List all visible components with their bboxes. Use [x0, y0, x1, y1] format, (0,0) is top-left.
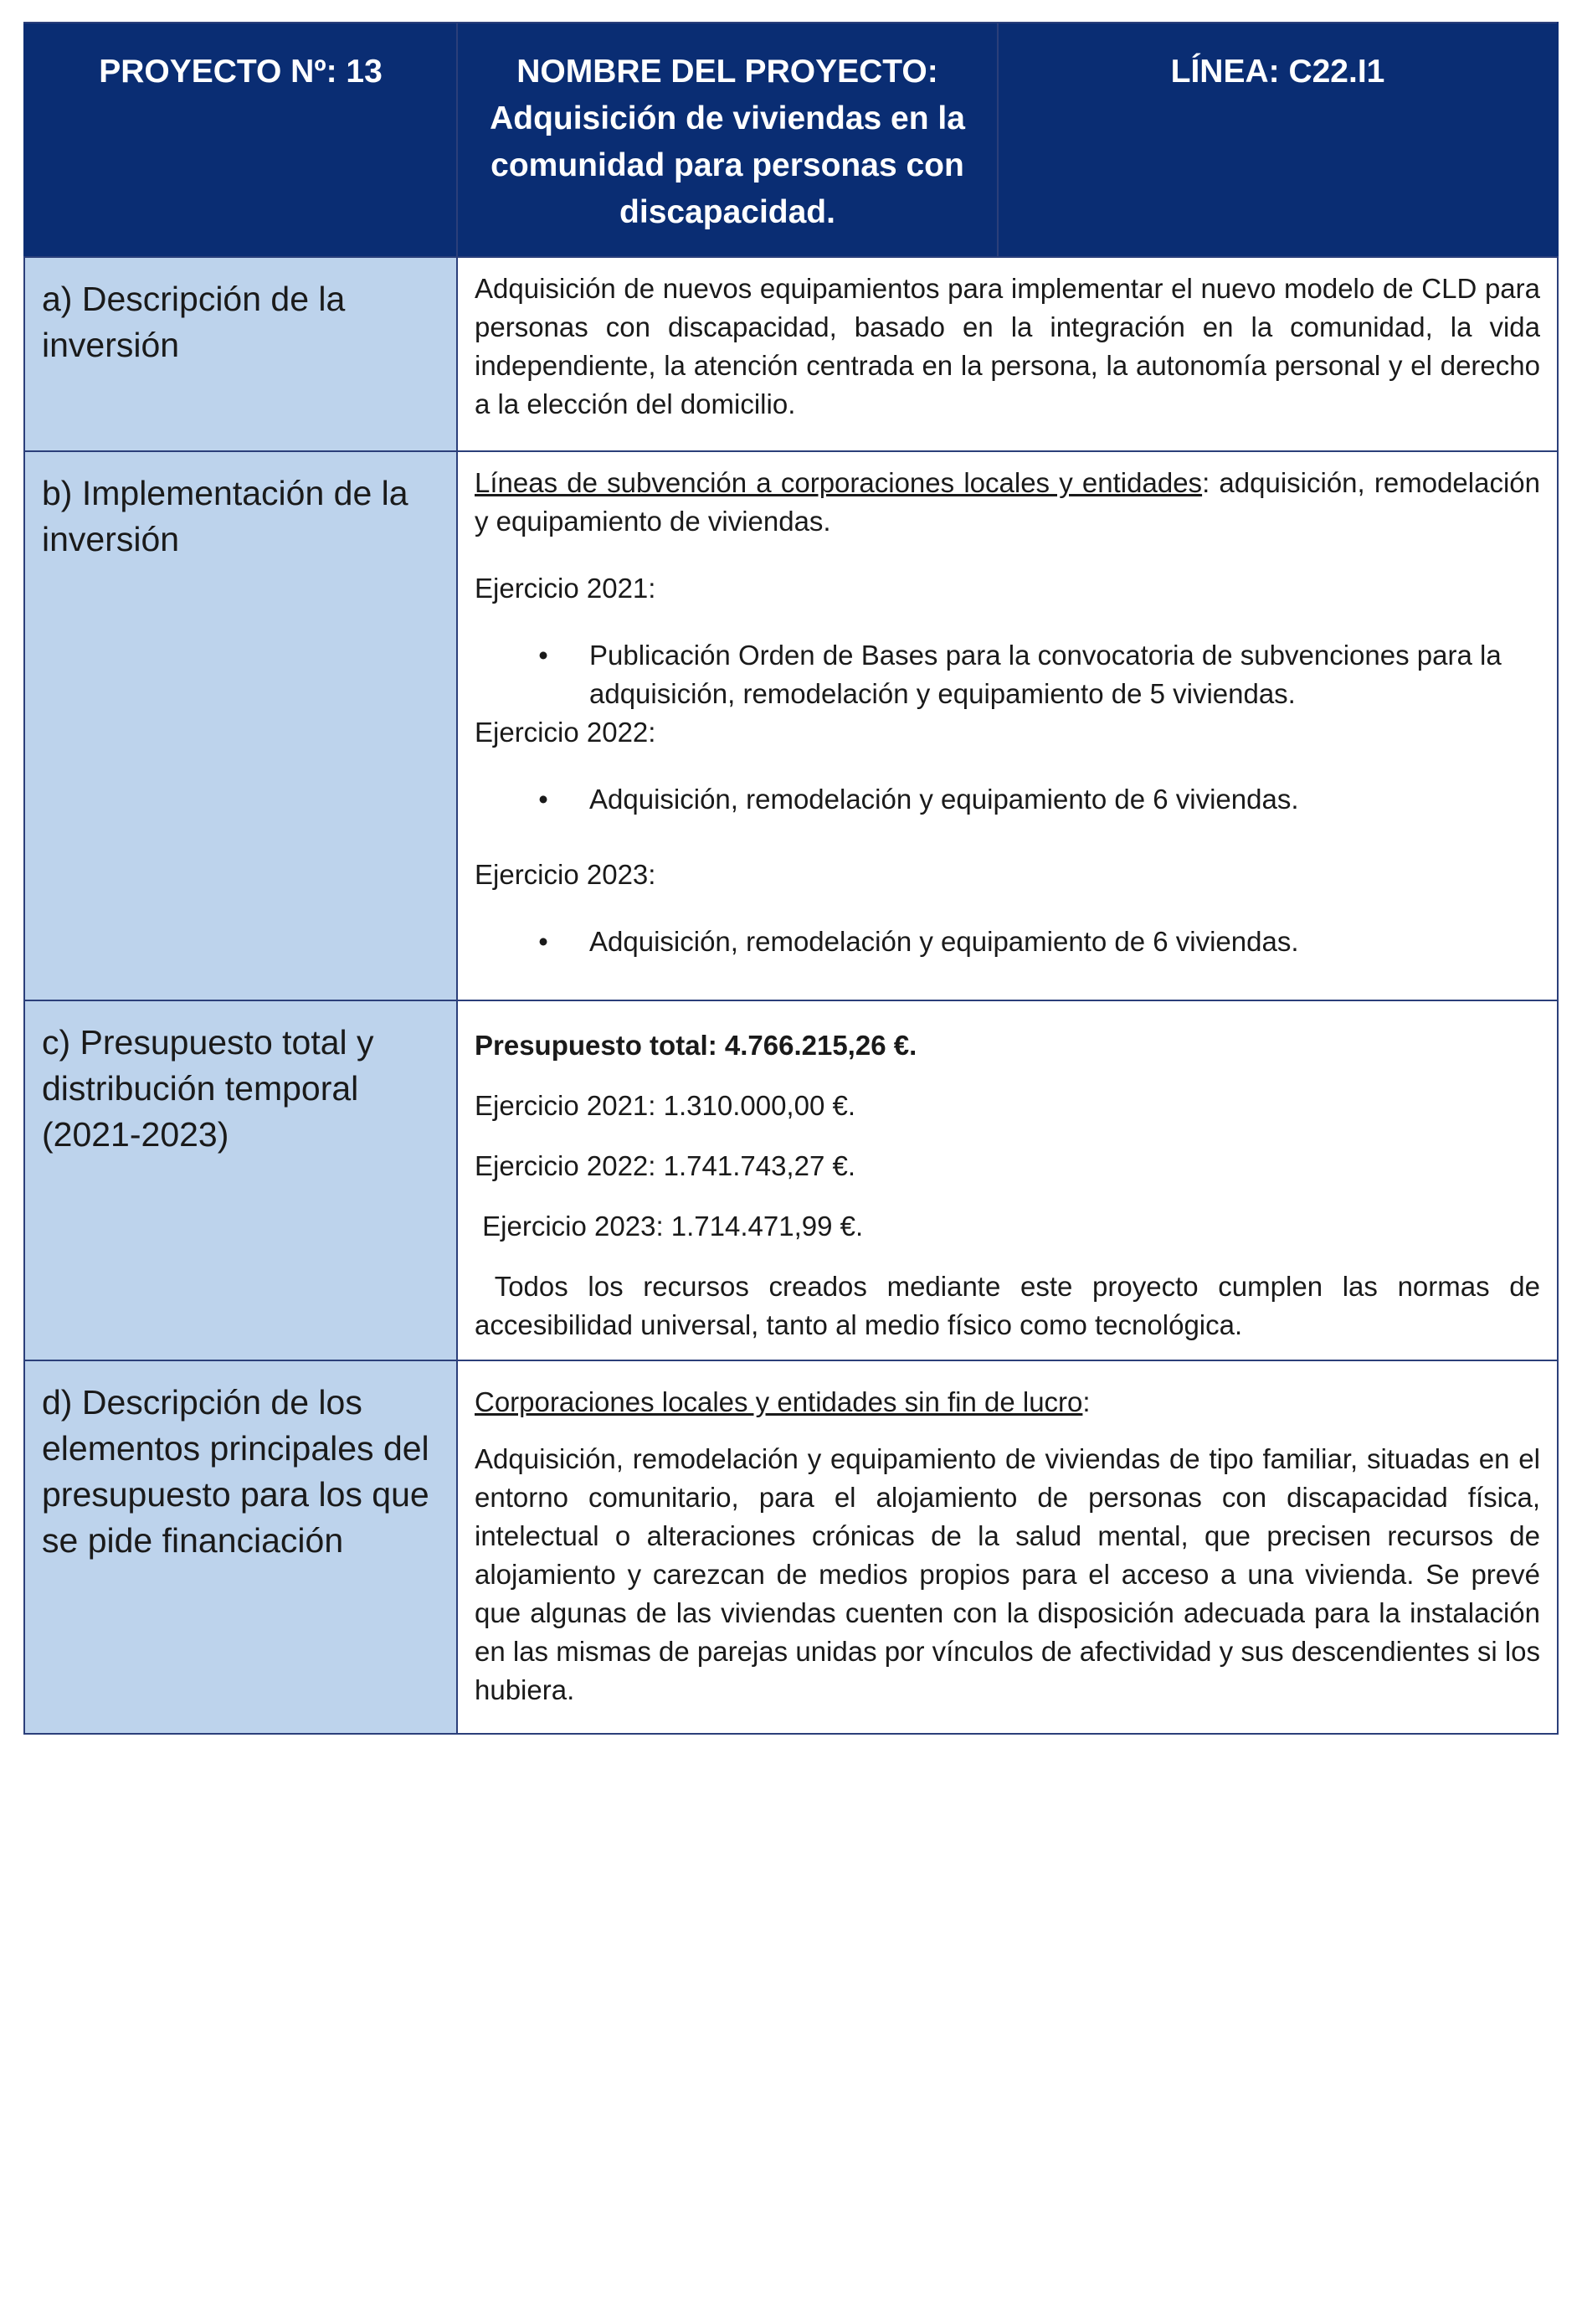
row-d-heading-underlined: Corporaciones locales y entidades sin fin de lucro	[475, 1386, 1083, 1417]
year-2021-title: Ejercicio 2021:	[475, 573, 656, 604]
row-d-heading-rest: :	[1082, 1386, 1091, 1417]
project-name-cell	[457, 23, 998, 257]
bullet-icon: •	[538, 640, 548, 671]
year-2021-bullet: Publicación Orden de Bases para la convocatoria de subvenciones para la adquisición, remodelación y equipamiento de 5 viviendas.	[589, 640, 1502, 709]
project-table	[23, 22, 1559, 1735]
project-line: LÍNEA: C22.I1	[1170, 54, 1385, 90]
row-d-text: Adquisición, remodelación y equipamiento de viviendas de tipo familiar, situadas en el entorno comunitario, para el alojamiento de personas con discapacidad física, intelectual o alteraciones crónicas de la salud mental, que precisen recursos de alojamiento y carezcan de medios propios para el acceso a una vivienda. Se prevé que algunas de las viviendas cuenten con la disposición adecuada para la instalación en las mismas de parejas unidas por vínculos de afectividad y sus descendientes si los hubiera.	[475, 1443, 1541, 1705]
budget-note: Todos los recursos creados mediante este proyecto cumplen las normas de accesibilidad universal, tanto al medio físico como tecnológica.	[475, 1271, 1549, 1340]
row-b-intro-underlined: Líneas de subvención a corporaciones locales y entidades	[475, 467, 1203, 498]
budget-total: Presupuesto total: 4.766.215,26 €.	[475, 1030, 917, 1061]
year-2021-list	[475, 636, 1540, 713]
year-2023-bullet: Adquisición, remodelación y equipamiento de 6 viviendas.	[589, 926, 1299, 957]
bullet-icon: •	[538, 926, 548, 957]
project-line-cell	[998, 23, 1558, 257]
table-row-b	[24, 451, 1558, 1000]
row-b-intro-rest: : adquisición, remodelación y equipamiento de viviendas.	[475, 467, 1541, 537]
row-c-label: c) Presupuesto total y distribución temporal (2021-2023)	[24, 1000, 457, 1360]
budget-2023: Ejercicio 2023: 1.714.471,99 €.	[475, 1211, 864, 1242]
project-number-cell	[24, 23, 457, 257]
table-row-d	[24, 1360, 1558, 1734]
bullet-icon: •	[538, 784, 548, 815]
year-2022-title: Ejercicio 2022:	[475, 717, 656, 748]
year-2022-bullet: Adquisición, remodelación y equipamiento de 6 viviendas.	[589, 784, 1299, 815]
list-item	[475, 636, 1540, 713]
year-2022-list	[475, 780, 1540, 819]
row-a-content	[457, 257, 1558, 451]
table-header-row	[24, 23, 1558, 257]
row-d-heading	[475, 1383, 1540, 1422]
project-number: PROYECTO Nº: 13	[99, 54, 383, 90]
list-item	[475, 923, 1540, 961]
list-item	[475, 780, 1540, 819]
project-name: NOMBRE DEL PROYECTO: Adquisición de viviendas en la comunidad para personas con discapacidad.	[490, 54, 965, 230]
row-d-content	[457, 1360, 1558, 1734]
row-a-label: a) Descripción de la inversión	[24, 257, 457, 451]
table-row-c	[24, 1000, 1558, 1360]
year-2023-title: Ejercicio 2023:	[475, 859, 656, 890]
table-row-a	[24, 257, 1558, 451]
row-b-intro	[475, 464, 1540, 541]
budget-2022: Ejercicio 2022: 1.741.743,27 €.	[475, 1150, 855, 1181]
year-2023-list	[475, 923, 1540, 961]
budget-2021: Ejercicio 2021: 1.310.000,00 €.	[475, 1090, 855, 1121]
row-a-text: Adquisición de nuevos equipamientos para implementar el nuevo modelo de CLD para personas con discapacidad, basado en la integración en la comunidad, la vida independiente, la atención centrada en la persona, la autonomía personal y el derecho a la elección del domicilio.	[475, 273, 1540, 419]
row-d-label: d) Descripción de los elementos principales del presupuesto para los que se pide financiación	[24, 1360, 457, 1734]
row-b-label: b) Implementación de la inversión	[24, 451, 457, 1000]
row-c-content	[457, 1000, 1558, 1360]
row-b-content	[457, 451, 1558, 1000]
